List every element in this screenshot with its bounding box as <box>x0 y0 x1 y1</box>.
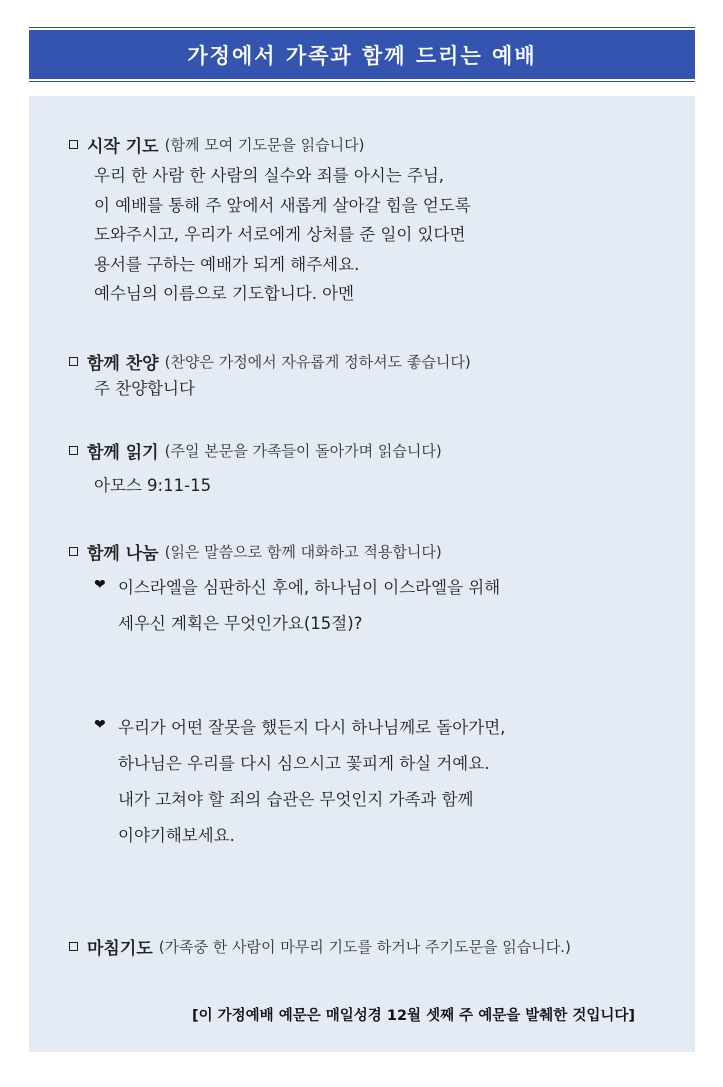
checkbox-square-icon <box>69 942 78 951</box>
section-title: 함께 읽기 <box>87 443 159 463</box>
section-header <box>69 132 675 157</box>
question-line: 이스라엘을 심판하신 후에, 하나님이 이스라엘을 위해 <box>118 578 501 597</box>
question-line: 하나님은 우리를 다시 심으시고 꽃피게 하실 거예요. <box>118 754 490 773</box>
section-closing-prayer <box>69 934 675 959</box>
section-note: (가족중 한 사람이 마무리 기도를 하거나 주기도문을 읽습니다.) <box>158 938 571 956</box>
praise-line: 주 찬양합니다 <box>94 379 195 398</box>
question-line: 이야기해보세요. <box>118 826 235 845</box>
section-sharing-question-2 <box>69 710 675 854</box>
section-note: (읽은 말씀으로 함께 대화하고 적용합니다) <box>164 543 442 561</box>
scripture-reference: 아모스 9:11-15 <box>94 476 212 495</box>
checkbox-square-icon <box>69 547 78 556</box>
section-note: (찬양은 가정에서 자유롭게 정하셔도 좋습니다) <box>164 353 471 371</box>
question-line: 우리가 어떤 잘못을 했든지 다시 하나님께로 돌아가면, <box>118 718 506 737</box>
section-header <box>69 349 675 374</box>
page-title: 가정에서 가족과 함께 드리는 예배 <box>29 30 695 79</box>
checkbox-square-icon <box>69 140 78 149</box>
heart-icon: ❤ <box>94 577 106 593</box>
section-header <box>69 539 675 564</box>
section-title: 시작 기도 <box>87 137 159 157</box>
section-opening-prayer <box>69 132 675 309</box>
section-title: 함께 찬양 <box>87 354 159 374</box>
section-header <box>69 934 675 959</box>
prayer-line: 용서를 구하는 예배가 되게 해주세요. <box>94 254 360 274</box>
section-praise <box>69 349 675 404</box>
section-note: (함께 모여 기도문을 읽습니다) <box>164 136 365 154</box>
discussion-question <box>94 570 675 642</box>
section-title: 함께 나눔 <box>87 544 159 564</box>
discussion-question <box>94 710 675 854</box>
question-line: 내가 고쳐야 할 죄의 습관은 무엇인지 가족과 함께 <box>118 790 474 809</box>
prayer-line: 우리 한 사람 한 사람의 실수와 죄를 아시는 주님, <box>94 166 445 185</box>
checkbox-square-icon <box>69 357 78 366</box>
title-frame <box>29 27 695 82</box>
section-title: 마침기도 <box>87 939 153 959</box>
section-sharing <box>69 539 675 642</box>
worship-panel <box>29 96 695 1052</box>
section-note: (주일 본문을 가족들이 돌아가며 읽습니다) <box>164 442 442 460</box>
checkbox-square-icon <box>69 446 78 455</box>
prayer-line: 이 예배를 통해 주 앞에서 새롭게 살아갈 힘을 얻도록 <box>94 195 471 215</box>
question-line: 세우신 계획은 무엇인가요(15절)? <box>118 614 363 633</box>
section-reading <box>69 438 675 501</box>
section-header <box>69 438 675 463</box>
heart-icon: ❤ <box>94 717 106 733</box>
source-footnote: [이 가정예배 예문은 매일성경 12월 셋째 주 예문을 발췌한 것입니다] <box>191 1008 635 1024</box>
prayer-line: 예수님의 이름으로 기도합니다. 아멘 <box>94 284 355 303</box>
prayer-line: 도와주시고, 우리가 서로에게 상처를 준 일이 있다면 <box>94 225 466 244</box>
